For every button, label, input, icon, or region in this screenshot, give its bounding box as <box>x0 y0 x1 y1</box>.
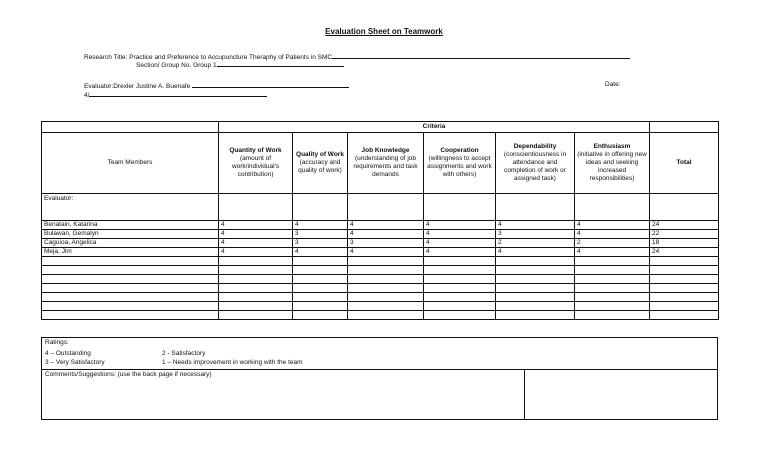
research-title-blank[interactable] <box>332 52 630 59</box>
score-cell[interactable] <box>575 284 650 293</box>
empty-row <box>42 266 719 275</box>
score-cell[interactable] <box>424 302 496 311</box>
score-cell[interactable] <box>496 293 575 302</box>
evaluator-blank[interactable] <box>192 81 349 88</box>
criteria-label: Criteria <box>219 122 650 133</box>
comments-box[interactable] <box>41 369 525 420</box>
score-cell[interactable]: 4 <box>496 248 575 257</box>
score-cell[interactable] <box>348 257 424 266</box>
score-cell[interactable] <box>650 266 719 275</box>
score-cell[interactable] <box>219 284 293 293</box>
evaluation-table <box>41 121 719 320</box>
score-cell[interactable] <box>348 194 424 221</box>
criterion-desc: (understanding of job requirements and task demands <box>353 155 418 178</box>
score-cell[interactable] <box>348 302 424 311</box>
score-cell[interactable]: 4 <box>575 248 650 257</box>
score-cell[interactable] <box>348 275 424 284</box>
member-name-cell[interactable] <box>42 302 219 311</box>
score-cell[interactable]: 4 <box>424 248 496 257</box>
empty-row <box>42 293 719 302</box>
score-cell[interactable] <box>496 257 575 266</box>
score-cell[interactable]: 4 <box>348 221 424 230</box>
empty-row <box>42 275 719 284</box>
score-cell[interactable] <box>293 275 348 284</box>
date-value: 4/ <box>84 92 90 99</box>
score-cell[interactable]: 4 <box>424 239 496 248</box>
score-cell[interactable] <box>348 266 424 275</box>
score-cell[interactable] <box>293 266 348 275</box>
empty-row <box>42 302 719 311</box>
score-cell[interactable]: 4 <box>219 248 293 257</box>
ratings-label: Ratings: <box>45 339 69 346</box>
rating-2: 2 - Satisfactory <box>162 350 206 357</box>
criterion-header <box>575 133 650 194</box>
score-cell[interactable] <box>575 311 650 320</box>
score-cell[interactable] <box>575 293 650 302</box>
team-members-header: Team Members <box>42 133 219 194</box>
score-cell[interactable] <box>348 311 424 320</box>
score-cell[interactable] <box>496 302 575 311</box>
rating-3: 3 – Very Satisfactory <box>45 359 105 366</box>
total-header: Total <box>650 133 719 194</box>
score-cell[interactable] <box>650 257 719 266</box>
score-cell[interactable] <box>575 302 650 311</box>
score-cell[interactable] <box>424 293 496 302</box>
criterion-header <box>293 133 348 194</box>
date-label: Date: <box>605 81 621 88</box>
evaluator-name: Evaluator:Drexler Justine A. Buenafe <box>84 83 191 90</box>
sheet-title: Evaluation Sheet on Teamwork <box>325 27 443 36</box>
ratings-box <box>41 337 718 370</box>
score-cell[interactable]: 4 <box>575 221 650 230</box>
member-name: Meja, Jim <box>42 248 219 257</box>
total-cell[interactable]: 24 <box>650 221 719 230</box>
criterion-name: Dependability <box>513 143 557 150</box>
empty-row <box>42 311 719 320</box>
score-cell[interactable] <box>293 284 348 293</box>
score-cell[interactable]: 4 <box>219 239 293 248</box>
corner-cell-right <box>650 122 719 133</box>
table-row <box>42 239 719 248</box>
research-title: Research Title: Practice and Preference to Accupuncture Theraphy of Patients in SMC <box>84 54 333 61</box>
score-cell[interactable] <box>293 293 348 302</box>
criterion-name: Quality of Work <box>296 151 344 158</box>
criterion-desc: (amount of work/individual's contribution) <box>231 155 280 178</box>
score-cell[interactable] <box>219 293 293 302</box>
score-cell[interactable] <box>219 275 293 284</box>
member-name-cell[interactable] <box>42 311 219 320</box>
score-cell[interactable]: 3 <box>348 239 424 248</box>
score-cell[interactable] <box>496 194 575 221</box>
score-cell[interactable] <box>424 311 496 320</box>
criterion-header <box>348 133 424 194</box>
total-cell[interactable]: 22 <box>650 230 719 239</box>
score-cell[interactable] <box>293 302 348 311</box>
score-cell[interactable]: 4 <box>496 221 575 230</box>
total-cell[interactable]: 24 <box>650 248 719 257</box>
score-cell[interactable]: 4 <box>348 248 424 257</box>
section-line <box>136 60 344 70</box>
corner-cell <box>42 122 219 133</box>
score-cell[interactable] <box>650 275 719 284</box>
score-cell[interactable] <box>424 275 496 284</box>
score-cell[interactable]: 4 <box>424 221 496 230</box>
criteria-header-row <box>42 122 719 133</box>
section-label: Section/ Group No. Group 1 <box>136 62 217 69</box>
score-cell[interactable]: 3 <box>293 239 348 248</box>
member-name-cell[interactable] <box>42 275 219 284</box>
score-cell[interactable] <box>650 302 719 311</box>
rating-4: 4 – Outstanding <box>45 350 91 357</box>
score-cell[interactable]: 3 <box>496 230 575 239</box>
column-header-row <box>42 133 719 194</box>
criterion-header <box>219 133 293 194</box>
score-cell[interactable]: 4 <box>293 248 348 257</box>
criterion-name: Job Knowledge <box>361 147 410 154</box>
score-cell[interactable]: 4 <box>348 230 424 239</box>
member-name: Caguioa, Angelica <box>42 239 219 248</box>
empty-row <box>42 284 719 293</box>
total-cell[interactable]: 18 <box>650 239 719 248</box>
score-cell[interactable] <box>650 293 719 302</box>
score-cell[interactable] <box>293 311 348 320</box>
score-cell[interactable] <box>293 257 348 266</box>
score-cell[interactable] <box>496 311 575 320</box>
member-name-cell[interactable] <box>42 266 219 275</box>
signature-box[interactable] <box>524 369 718 420</box>
table-row <box>42 230 719 239</box>
score-cell[interactable] <box>424 257 496 266</box>
empty-row <box>42 257 719 266</box>
criterion-desc: (initiative in offering new ideas and seeking increased responsibilities) <box>577 151 647 182</box>
criterion-desc: (conscientiousness in attendance and completion of work or assigned task) <box>503 151 567 182</box>
criterion-desc: (willingness to accept assignments and work with others) <box>427 155 492 178</box>
score-cell[interactable] <box>348 293 424 302</box>
member-name-cell[interactable] <box>42 293 219 302</box>
table-row <box>42 248 719 257</box>
score-cell[interactable] <box>219 194 293 221</box>
score-cell[interactable] <box>575 257 650 266</box>
score-cell[interactable] <box>575 194 650 221</box>
score-cell[interactable]: 2 <box>496 239 575 248</box>
score-cell[interactable]: 3 <box>293 230 348 239</box>
criterion-header <box>496 133 575 194</box>
member-name: Benatain, Katarina <box>42 221 219 230</box>
score-cell[interactable] <box>496 275 575 284</box>
score-cell[interactable] <box>219 302 293 311</box>
evaluator-row-label: Evaluator: <box>42 194 219 221</box>
rating-1: 1 – Needs improvement in working with the team <box>162 359 303 366</box>
score-cell[interactable]: 2 <box>575 239 650 248</box>
date-line <box>84 90 267 100</box>
criterion-name: Enthusiasm <box>593 143 631 150</box>
section-blank[interactable] <box>217 60 344 67</box>
score-cell[interactable]: 4 <box>219 230 293 239</box>
total-cell[interactable] <box>650 194 719 221</box>
score-cell[interactable]: 4 <box>424 230 496 239</box>
comments-label: Comments/Suggestions: (use the back page if necessary) <box>45 371 212 378</box>
score-cell[interactable] <box>219 266 293 275</box>
score-cell[interactable] <box>293 194 348 221</box>
table-row <box>42 221 719 230</box>
member-name: Bulawan, Gemalyn <box>42 230 219 239</box>
criterion-name: Cooperation <box>440 147 479 154</box>
score-cell[interactable] <box>575 275 650 284</box>
score-cell[interactable] <box>424 266 496 275</box>
criterion-header <box>424 133 496 194</box>
criterion-desc: (accuracy and quality of work) <box>298 159 342 174</box>
criterion-name: Quantity of Work <box>229 147 282 154</box>
score-cell[interactable] <box>219 257 293 266</box>
score-cell[interactable]: 4 <box>293 221 348 230</box>
date-blank[interactable] <box>89 90 267 97</box>
score-cell[interactable] <box>219 311 293 320</box>
score-cell[interactable] <box>496 266 575 275</box>
score-cell[interactable]: 4 <box>219 221 293 230</box>
score-cell[interactable] <box>424 194 496 221</box>
member-name-cell[interactable] <box>42 257 219 266</box>
score-cell[interactable] <box>496 284 575 293</box>
score-cell[interactable]: 4 <box>575 230 650 239</box>
score-cell[interactable] <box>424 284 496 293</box>
score-cell[interactable] <box>348 284 424 293</box>
score-cell[interactable] <box>650 284 719 293</box>
score-cell[interactable] <box>575 266 650 275</box>
score-cell[interactable] <box>650 311 719 320</box>
member-name-cell[interactable] <box>42 284 219 293</box>
evaluator-row <box>42 194 719 221</box>
